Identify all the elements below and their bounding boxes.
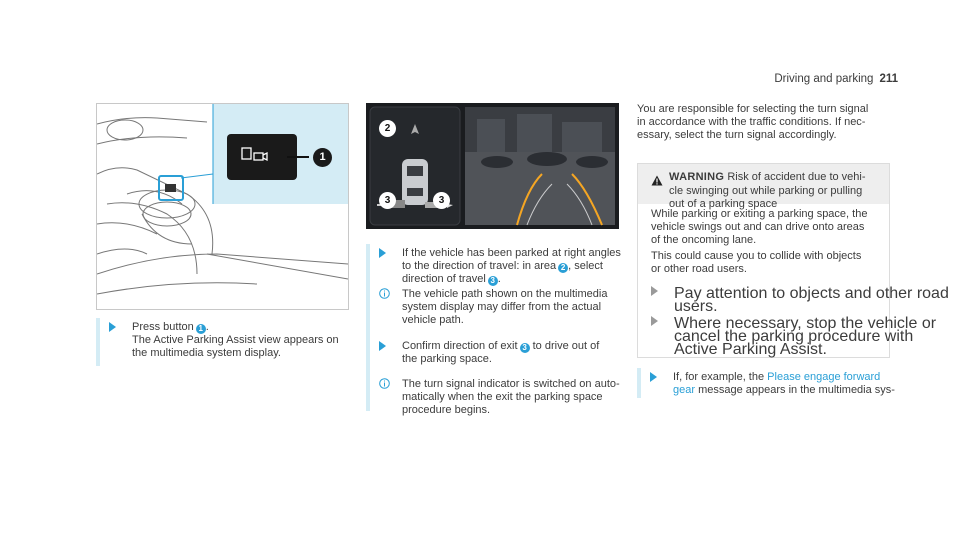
column-2	[366, 244, 628, 424]
info-icon	[379, 288, 390, 299]
console-drawing	[97, 104, 348, 309]
page-number: 211	[879, 73, 898, 85]
step-line: the parking space.	[402, 353, 492, 365]
step-bar	[96, 318, 100, 366]
callout-3-right: 3	[433, 192, 450, 209]
warning-line: Risk of accident due to vehi-	[727, 171, 866, 183]
arrow-icon	[379, 341, 386, 351]
warning-header	[638, 164, 889, 210]
multimedia-display-illustration	[366, 103, 619, 229]
warning-body-line: or other road users.	[651, 263, 747, 275]
note-line: vehicle path.	[402, 314, 464, 326]
step-line: gear message appears in the multimedia sys-	[673, 384, 895, 396]
callout-1: 1	[313, 148, 332, 167]
arrow-icon	[651, 316, 658, 326]
section-title: Driving and parking	[774, 73, 874, 85]
arrow-icon	[650, 372, 657, 382]
note-line: The turn signal indicator is switched on auto-	[402, 378, 620, 390]
note-line: system display may differ from the actual	[402, 301, 602, 313]
arrow-icon	[651, 286, 658, 296]
step-line: Press button 1 .	[132, 321, 209, 333]
number-badge: 3	[520, 343, 530, 353]
number-badge: 1	[196, 324, 206, 334]
warning-line: out of a parking space	[669, 198, 778, 210]
note-line: matically when the exit the parking space	[402, 391, 603, 403]
step-bar	[366, 326, 370, 359]
arrow-icon	[109, 322, 116, 332]
info-icon	[379, 378, 390, 389]
step-line: Pay attention to objects and other road	[674, 285, 949, 302]
warning-box	[637, 163, 949, 358]
display-message-text: gear	[673, 384, 696, 396]
step-bar	[637, 368, 641, 398]
warning-text	[669, 171, 879, 212]
display-message-text: Please engage forward	[767, 371, 881, 383]
step-bar	[366, 244, 370, 284]
column-3-step	[637, 368, 907, 408]
warning-icon	[651, 175, 663, 186]
step-line: direction of travel 3 .	[402, 273, 501, 285]
step-line: Confirm direction of exit 3 to drive out of	[402, 340, 600, 352]
note-bar	[366, 359, 370, 411]
number-badge: 2	[558, 263, 568, 273]
warning-body-line: of the oncoming lane.	[651, 234, 757, 246]
step-line: the multimedia system display.	[132, 347, 281, 359]
warning-body-line: While parking or exiting a parking space, the	[651, 208, 868, 220]
step-line: If the vehicle has been parked at right angles	[402, 247, 621, 259]
warning-body-line: This could cause you to collide with objects	[651, 250, 862, 262]
step-line: to the direction of travel: in area 2 , select	[402, 260, 603, 272]
number-badge: 3	[488, 276, 498, 286]
warning-title: WARNING	[669, 171, 725, 183]
paragraph-line: in accordance with the traffic conditions. If nec-	[637, 116, 866, 128]
paragraph-line: essary, select the turn signal accordingly.	[637, 129, 837, 141]
display-drawing	[367, 104, 618, 228]
console-illustration	[96, 103, 349, 310]
callout-3-left: 3	[379, 192, 396, 209]
warning-line: cle swinging out while parking or pulling	[669, 184, 863, 197]
column-3-intro	[637, 103, 897, 163]
step-line: Where necessary, stop the vehicle or	[674, 315, 937, 332]
note-line: procedure begins.	[402, 404, 491, 416]
step-line: Active Parking Assist.	[674, 341, 827, 358]
warning-body-line: vehicle swings out and can drive onto areas	[651, 221, 865, 233]
callout-2: 2	[379, 120, 396, 137]
step-line: The Active Parking Assist view appears on	[132, 334, 339, 346]
step-line: If, for example, the Please engage forward	[673, 371, 881, 383]
note-bar	[366, 284, 370, 326]
paragraph-line: You are responsible for selecting the turn signal	[637, 103, 869, 115]
page-header	[774, 73, 898, 85]
note-line: The vehicle path shown on the multimedia	[402, 288, 608, 300]
arrow-icon	[379, 248, 386, 258]
step-line: users.	[674, 298, 718, 315]
step-line: cancel the parking procedure with	[674, 328, 914, 345]
column-1	[96, 318, 356, 378]
